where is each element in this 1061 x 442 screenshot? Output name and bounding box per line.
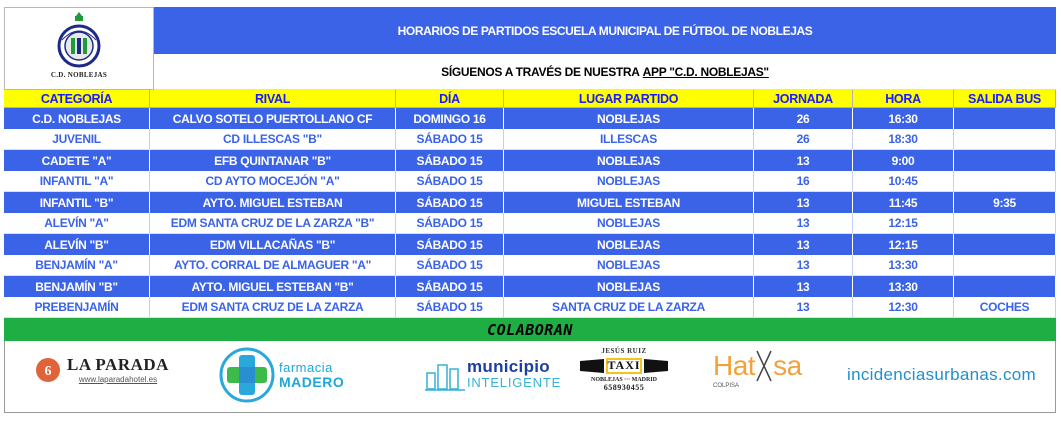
column-header-jornada: JORNADA <box>754 90 853 108</box>
cell-salida-bus <box>954 255 1056 276</box>
club-name: C.D. NOBLEJAS <box>50 71 108 79</box>
cell-categoria: PREBENJAMÍN <box>4 297 150 318</box>
cell-categoria: BENJAMÍN "B" <box>4 276 150 297</box>
farmacia-line2: MADERO <box>279 374 345 390</box>
table-row <box>4 255 1056 276</box>
cell-lugar: NOBLEJAS <box>504 213 754 234</box>
cell-lugar: NOBLEJAS <box>504 276 754 297</box>
incidencias-name: incidenciasurbanas.com <box>847 365 1036 384</box>
cell-lugar: NOBLEJAS <box>504 255 754 276</box>
table-row <box>4 297 1056 318</box>
cell-categoria: C.D. NOBLEJAS <box>4 108 150 129</box>
cell-salida-bus <box>954 108 1056 129</box>
sponsor-farmacia-madero[interactable] <box>219 347 344 403</box>
cell-rival: AYTO. CORRAL DE ALMAGUER "A" <box>150 255 396 276</box>
column-header-dia: DÍA <box>396 90 504 108</box>
table-header <box>4 90 1056 108</box>
taxi-word: TAXI <box>607 358 641 372</box>
column-header-rival: RIVAL <box>150 90 396 108</box>
collaborators-banner: COLABORAN <box>4 318 1056 341</box>
la-parada-logo-icon <box>35 357 61 383</box>
cell-dia: SÁBADO 15 <box>396 213 504 234</box>
cell-lugar: NOBLEJAS <box>504 150 754 171</box>
sponsor-la-parada[interactable] <box>35 355 169 384</box>
club-crest-icon <box>54 10 104 70</box>
cell-dia: SÁBADO 15 <box>396 150 504 171</box>
cell-jornada: 13 <box>754 255 853 276</box>
cell-jornada: 13 <box>754 276 853 297</box>
cell-categoria: ALEVÍN "A" <box>4 213 150 234</box>
cell-jornada: 13 <box>754 297 853 318</box>
column-header-salida-bus: SALIDA BUS <box>954 90 1056 108</box>
hatysa-sub: COLPISA <box>713 383 740 389</box>
la-parada-url: www.laparadahotel.es <box>78 375 158 384</box>
cell-salida-bus <box>954 171 1056 192</box>
cell-salida-bus <box>954 150 1056 171</box>
table-row <box>4 150 1056 171</box>
svg-text:6: 6 <box>44 363 52 379</box>
cell-rival: CALVO SOTELO PUERTOLLANO CF <box>150 108 396 129</box>
follow-prefix: SÍGUENOS A TRAVÉS DE NUESTRA <box>441 64 640 79</box>
cell-rival: EFB QUINTANAR "B" <box>150 150 396 171</box>
cell-hora: 12:15 <box>853 213 954 234</box>
cell-salida-bus <box>954 129 1056 150</box>
cell-lugar: MIGUEL ESTEBAN <box>504 192 754 213</box>
column-header-categoria: CATEGORÍA <box>4 90 150 108</box>
municipio-line2: INTELIGENTE <box>467 375 562 390</box>
sponsor-hatysa[interactable] <box>713 349 802 389</box>
cell-dia: SÁBADO 15 <box>396 171 504 192</box>
title-column <box>154 7 1056 90</box>
table-row <box>4 171 1056 192</box>
taxi-route: NOBLEJAS ··· MADRID <box>590 377 657 383</box>
cell-jornada: 26 <box>754 129 853 150</box>
cell-categoria: JUVENIL <box>4 129 150 150</box>
cell-hora: 9:00 <box>853 150 954 171</box>
cell-hora: 10:45 <box>853 171 954 192</box>
cell-lugar: NOBLEJAS <box>504 171 754 192</box>
table-row <box>4 276 1056 297</box>
hatysa-name-right: sa <box>773 350 802 381</box>
cell-lugar: NOBLEJAS <box>504 108 754 129</box>
table-row <box>4 129 1056 150</box>
municipio-line1: municipio <box>467 357 550 376</box>
hatysa-logo-icon <box>755 349 773 383</box>
cell-hora: 13:30 <box>853 276 954 297</box>
table-row <box>4 213 1056 234</box>
club-logo-box <box>4 7 154 90</box>
cell-jornada: 26 <box>754 108 853 129</box>
cell-rival: AYTO. MIGUEL ESTEBAN "B" <box>150 276 396 297</box>
sponsor-taxi-jesus-ruiz[interactable] <box>577 347 671 392</box>
schedule-sheet <box>4 7 1056 413</box>
cell-salida-bus: COCHES <box>954 297 1056 318</box>
cell-rival: EDM SANTA CRUZ DE LA ZARZA "B" <box>150 213 396 234</box>
cell-dia: SÁBADO 15 <box>396 234 504 255</box>
table-row <box>4 192 1056 213</box>
cell-salida-bus: 9:35 <box>954 192 1056 213</box>
cell-lugar: ILLESCAS <box>504 129 754 150</box>
cell-salida-bus <box>954 213 1056 234</box>
farmacia-line1: farmacia <box>279 360 333 375</box>
cell-dia: DOMINGO 16 <box>396 108 504 129</box>
city-buildings-icon <box>425 359 465 391</box>
cell-jornada: 13 <box>754 213 853 234</box>
cell-hora: 13:30 <box>853 255 954 276</box>
cell-categoria: ALEVÍN "B" <box>4 234 150 255</box>
cell-jornada: 16 <box>754 171 853 192</box>
cell-dia: SÁBADO 15 <box>396 276 504 297</box>
follow-line <box>154 54 1056 90</box>
header <box>4 7 1056 90</box>
la-parada-name: LA PARADA <box>67 355 169 374</box>
cell-categoria: INFANTIL "B" <box>4 192 150 213</box>
cell-categoria: CADETE "A" <box>4 150 150 171</box>
cell-rival: CD AYTO MOCEJÓN "A" <box>150 171 396 192</box>
cell-hora: 18:30 <box>853 129 954 150</box>
table-body <box>4 108 1056 318</box>
cell-lugar: SANTA CRUZ DE LA ZARZA <box>504 297 754 318</box>
sponsor-incidencias-urbanas[interactable] <box>847 365 1036 385</box>
cell-rival: EDM SANTA CRUZ DE LA ZARZA <box>150 297 396 318</box>
app-link[interactable]: APP "C.D. NOBLEJAS" <box>642 64 769 79</box>
cell-salida-bus <box>954 276 1056 297</box>
cell-jornada: 13 <box>754 234 853 255</box>
taxi-phone: 658930455 <box>603 383 645 392</box>
sponsors-strip <box>4 341 1056 413</box>
cell-dia: SÁBADO 15 <box>396 129 504 150</box>
page-title: HORARIOS DE PARTIDOS ESCUELA MUNICIPAL DE FÚTBOL DE NOBLEJAS <box>154 7 1056 54</box>
pharmacy-cross-icon <box>219 347 275 403</box>
taxi-owner: JESÚS RUIZ <box>601 347 647 355</box>
table-row <box>4 234 1056 255</box>
cell-rival: CD ILLESCAS "B" <box>150 129 396 150</box>
cell-hora: 12:15 <box>853 234 954 255</box>
column-header-hora: HORA <box>853 90 954 108</box>
table-row <box>4 108 1056 129</box>
hatysa-name-left: Hat <box>713 350 756 381</box>
cell-jornada: 13 <box>754 192 853 213</box>
cell-jornada: 13 <box>754 150 853 171</box>
cell-hora: 12:30 <box>853 297 954 318</box>
cell-lugar: NOBLEJAS <box>504 234 754 255</box>
cell-categoria: BENJAMÍN "A" <box>4 255 150 276</box>
cell-categoria: INFANTIL "A" <box>4 171 150 192</box>
cell-rival: AYTO. MIGUEL ESTEBAN <box>150 192 396 213</box>
cell-dia: SÁBADO 15 <box>396 192 504 213</box>
cell-hora: 16:30 <box>853 108 954 129</box>
cell-hora: 11:45 <box>853 192 954 213</box>
column-header-lugar: LUGAR PARTIDO <box>504 90 754 108</box>
cell-salida-bus <box>954 234 1056 255</box>
sponsor-municipio-inteligente[interactable] <box>425 359 561 391</box>
cell-rival: EDM VILLACAÑAS "B" <box>150 234 396 255</box>
cell-dia: SÁBADO 15 <box>396 255 504 276</box>
cell-dia: SÁBADO 15 <box>396 297 504 318</box>
